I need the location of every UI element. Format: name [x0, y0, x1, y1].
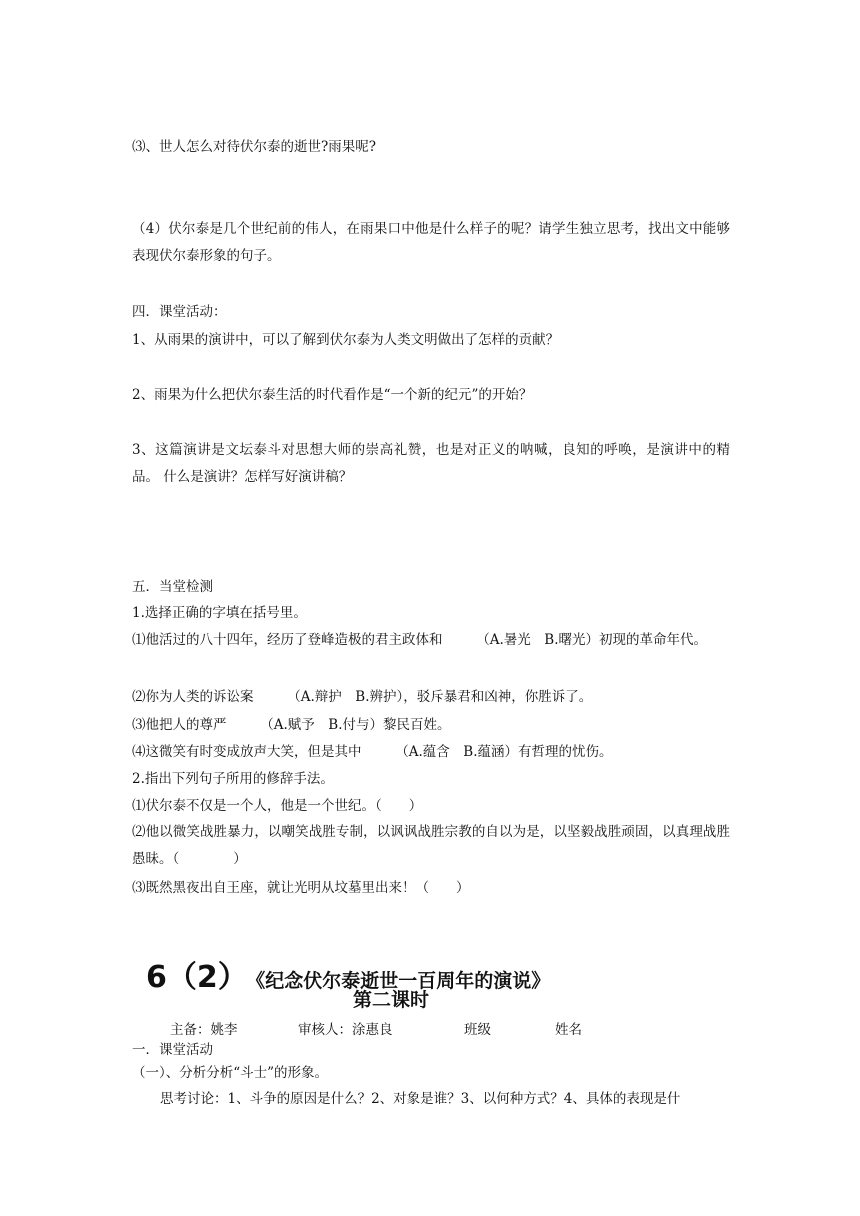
activity-3: 3、这篇演讲是文坛泰斗对思想大师的崇高礼赞，也是对正义的呐喊，良知的呼唤，是演讲中的精品。 什么是演讲？怎样写好演讲稿？	[132, 442, 730, 485]
test-2-item-1: ⑴伏尔泰不仅是一个人，他是一个世纪。（ ）	[132, 798, 423, 814]
lesson2-section-1: 一．课堂活动	[132, 1042, 213, 1058]
question-3: ⑶、世人怎么对待伏尔泰的逝世?雨果呢?	[132, 139, 376, 155]
question-4: （4）伏尔泰是几个世纪前的伟人，在雨果口中他是什么样子的呢？请学生独立思考，找出文中能够表现伏尔泰形象的句子。	[132, 221, 730, 264]
name-label: 姓名	[555, 1022, 582, 1038]
lesson-subtitle: 第二课时	[353, 989, 430, 1011]
test-1-item-2: ⑵你为人类的诉讼案 （A.辩护 B.辨护），驳斥暴君和凶神，你胜诉了。	[132, 689, 593, 705]
activity-2: 2、雨果为什么把伏尔泰生活的时代看作是“一个新的纪元”的开始？	[132, 387, 533, 403]
lesson2-part-1: （一）、分析分析“斗士”的形象。	[132, 1065, 329, 1081]
section-5-heading: 五．当堂检测	[132, 579, 213, 595]
test-1-item-1: ⑴他活过的八十四年，经历了登峰造极的君主政体和 （A.暑光 B.曙光）初现的革命年代。	[132, 632, 708, 648]
section-4-heading: 四．课堂活动：	[132, 304, 227, 320]
test-1-item-3: ⑶他把人的尊严 （A.赋予 B.付与）黎民百姓。	[132, 717, 451, 733]
lesson-number: 6（2）	[146, 960, 248, 995]
class-label: 班级	[464, 1022, 491, 1038]
test-2-instruction: 2.指出下列句子所用的修辞手法。	[132, 771, 334, 787]
test-2-item-3: ⑶既然黑夜出自王座，就让光明从坟墓里出来！（ ）	[132, 880, 470, 896]
editor-label: 主备：姚李	[170, 1022, 238, 1038]
test-1-item-4: ⑷这微笑有时变成放声大笑，但是其中 （A.蕴含 B.蕴涵）有哲理的忧伤。	[132, 744, 613, 760]
reviewer-label: 审核人：涂惠良	[298, 1022, 393, 1038]
lesson-title: 《纪念伏尔泰逝世一百周年的演说》	[255, 970, 551, 992]
test-2-item-2: ⑵他以微笑战胜暴力，以嘲笑战胜专制，以讽讽战胜宗教的自以为是，以坚毅战胜顽固，以真理战胜愚昧。（ ）	[132, 824, 730, 867]
test-1-instruction: 1.选择正确的字填在括号里。	[132, 605, 307, 621]
activity-1: 1、从雨果的演讲中，可以了解到伏尔泰为人类文明做出了怎样的贡献？	[132, 332, 560, 348]
lesson-title-row	[146, 952, 550, 996]
lesson2-discussion: 思考讨论：1、斗争的原因是什么？2、对象是谁？3、以何种方式？4、具体的表现是什	[160, 1091, 681, 1107]
